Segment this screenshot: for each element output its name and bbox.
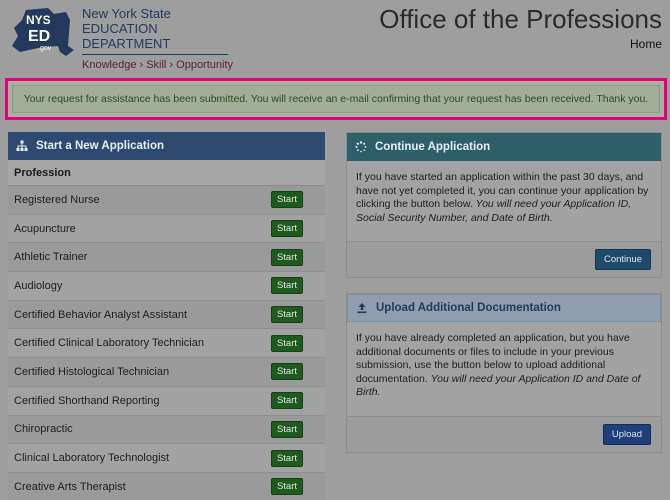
profession-name: Certified Behavior Analyst Assistant	[14, 308, 188, 321]
page-header	[0, 0, 670, 70]
logo-line-state: New York State	[82, 6, 171, 21]
profession-name: Acupuncture	[14, 222, 76, 235]
svg-text:.gov: .gov	[38, 45, 52, 52]
profession-name: Audiology	[14, 279, 63, 292]
continue-application-panel	[346, 132, 662, 278]
upload-documentation-header	[347, 294, 661, 322]
profession-name: Registered Nurse	[14, 193, 100, 206]
profession-row	[8, 473, 325, 500]
logo-text	[82, 6, 233, 73]
new-application-panel	[8, 132, 325, 500]
upload-button[interactable]: Upload	[603, 424, 651, 445]
profession-row	[8, 387, 325, 416]
spinner-icon	[355, 141, 367, 153]
start-button[interactable]: Start	[271, 478, 303, 495]
svg-text:ED: ED	[28, 28, 51, 45]
nysed-logo[interactable]	[8, 4, 238, 71]
start-button[interactable]: Start	[271, 421, 303, 438]
sitemap-icon	[16, 140, 28, 152]
success-alert-message: Your request for assistance has been submitted. You will receive an e-mail confirming that your request has been received. Thank you.	[12, 85, 660, 113]
start-button[interactable]: Start	[271, 277, 303, 294]
profession-row	[8, 416, 325, 445]
profession-row	[8, 243, 325, 272]
upload-icon	[356, 302, 368, 314]
logo-tagline: Knowledge › Skill › Opportunity	[82, 59, 234, 71]
start-button[interactable]: Start	[271, 450, 303, 467]
continue-application-title: Continue Application	[375, 141, 491, 153]
profession-row	[8, 301, 325, 330]
upload-documentation-body	[347, 322, 661, 400]
start-button[interactable]: Start	[271, 392, 303, 409]
continue-application-body	[347, 161, 661, 225]
home-link[interactable]: Home	[629, 37, 662, 51]
start-button[interactable]: Start	[271, 191, 303, 208]
upload-documentation-requirements: You will need your Application ID and Date of Birth.	[356, 372, 641, 398]
page-title: Office of the Professions	[379, 4, 662, 34]
svg-text:NYS: NYS	[26, 13, 51, 27]
new-application-header	[8, 132, 325, 160]
profession-list	[8, 186, 325, 500]
profession-name: Creative Arts Therapist	[14, 480, 126, 493]
profession-name: Certified Histological Technician	[14, 365, 170, 378]
profession-name: Athletic Trainer	[14, 251, 88, 264]
new-application-title: Start a New Application	[36, 140, 165, 152]
start-button[interactable]: Start	[271, 306, 303, 323]
upload-documentation-text: If you have already completed an application, but you have additional documents or files to include in your previous submission, use the button below to upload additional documentation.	[356, 332, 630, 385]
profession-row	[8, 358, 325, 387]
start-button[interactable]: Start	[271, 220, 303, 237]
ny-state-map-icon	[8, 6, 78, 58]
profession-name: Certified Shorthand Reporting	[14, 394, 160, 407]
continue-button[interactable]: Continue	[595, 249, 651, 270]
profession-name: Clinical Laboratory Technologist	[14, 452, 170, 465]
continue-application-header	[347, 133, 661, 161]
profession-name: Chiropractic	[14, 423, 73, 436]
upload-documentation-panel	[346, 293, 662, 453]
profession-row	[8, 329, 325, 358]
continue-application-requirements: You will need your Application ID, Social Security Number, and Date of Birth.	[356, 198, 632, 224]
continue-application-text: If you have started an application within the past 30 days, and have not yet completed it, you can continue your application by clicking the button below.	[356, 171, 649, 210]
start-button[interactable]: Start	[271, 363, 303, 380]
profession-row	[8, 444, 325, 473]
profession-row	[8, 215, 325, 244]
profession-row	[8, 186, 325, 215]
logo-line-department: EDUCATION DEPARTMENT	[82, 21, 228, 55]
upload-documentation-footer	[347, 416, 661, 452]
profession-column-header: Profession	[8, 160, 325, 186]
start-button[interactable]: Start	[271, 249, 303, 266]
profession-name: Certified Clinical Laboratory Technician	[14, 337, 204, 350]
upload-documentation-title: Upload Additional Documentation	[376, 302, 561, 314]
start-button[interactable]: Start	[271, 335, 303, 352]
continue-application-footer	[347, 241, 661, 277]
profession-row	[8, 272, 325, 301]
success-alert	[5, 78, 667, 120]
